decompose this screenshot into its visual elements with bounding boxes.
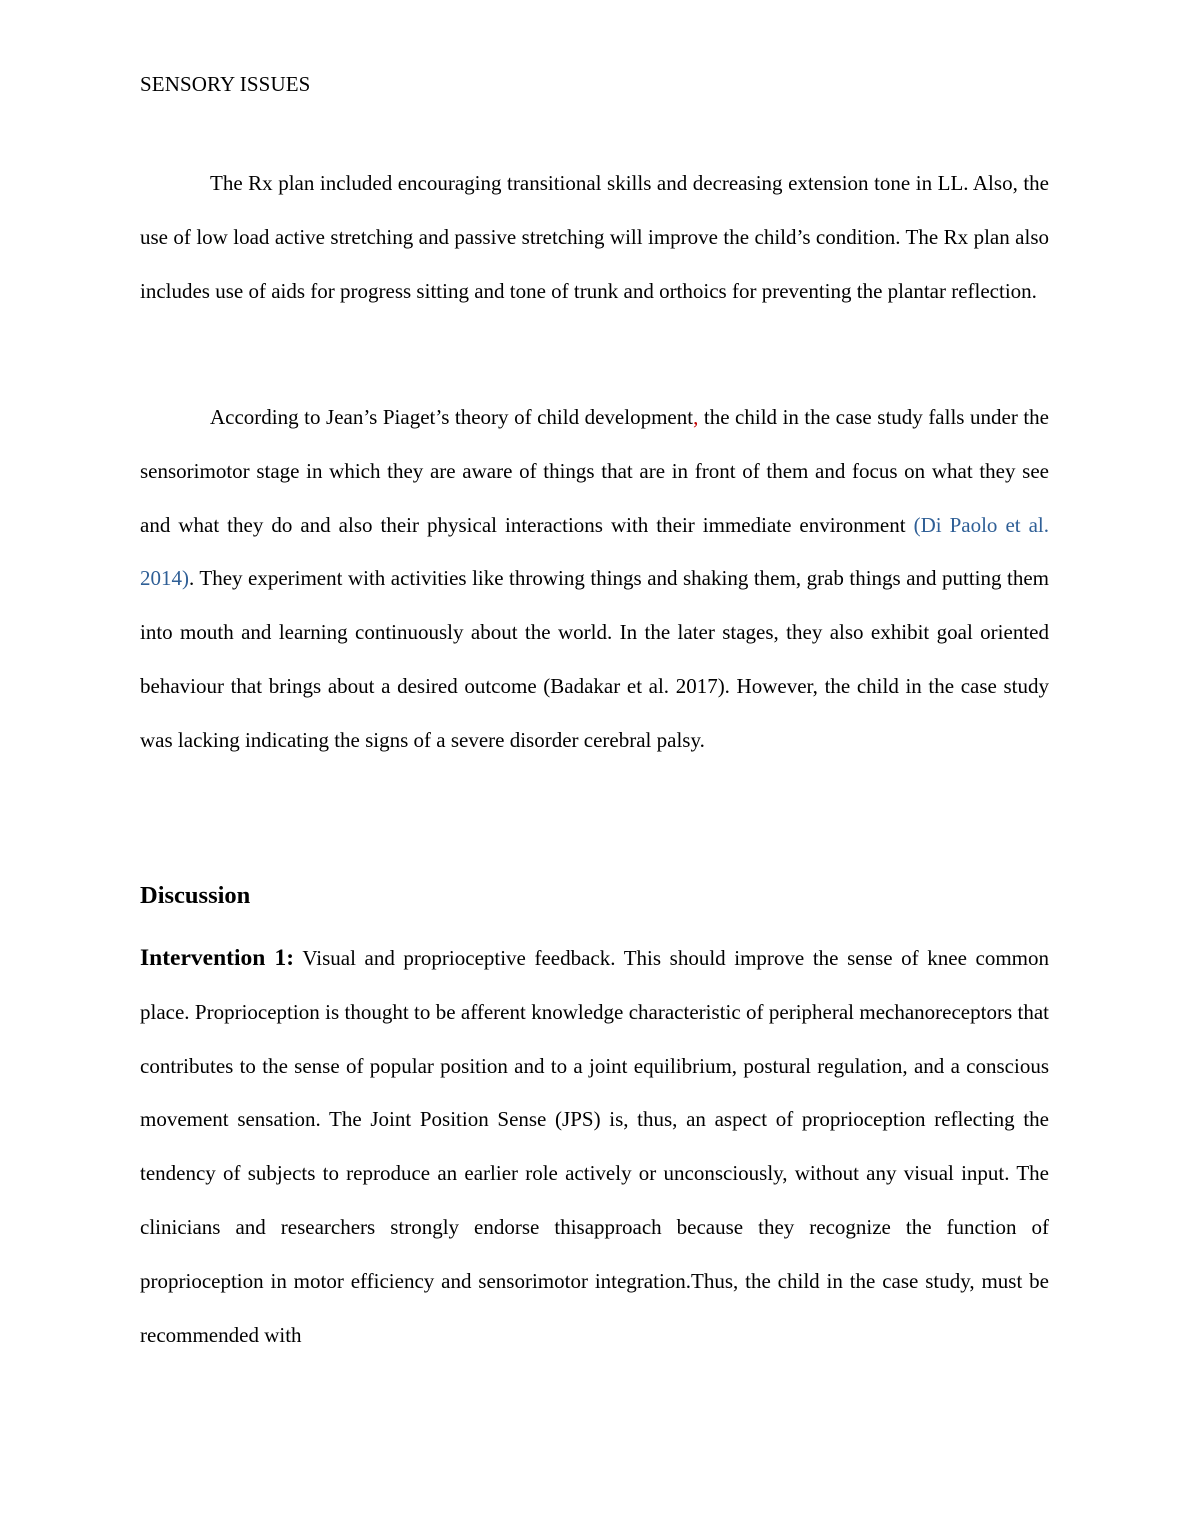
discussion-heading: Discussion (140, 882, 251, 909)
paragraph-intervention-1 (140, 932, 1049, 1362)
paragraph-piaget-theory (140, 391, 1049, 768)
paragraph-piaget-text-1: According to Jean’s Piaget’s theory of child development (210, 405, 694, 429)
paragraph-rx-plan: The Rx plan included encouraging transitional skills and decreasing extension tone in LL. Also, the use of low load active stretching and passive stretching will improve the child’s condition. The Rx plan also includes use of aids for progress sitting and tone of trunk and orthoics for preventing the plantar reflection. (140, 171, 1049, 303)
intervention-1-label: Intervention 1: (140, 945, 295, 971)
citation-di-paolo: (Di Paolo et al. 2014) (140, 512, 1050, 591)
paragraph-piaget-text-2: the child in the case study falls under the sensorimotor stage in which they are aware of things that are in front of them and focus on what they see and what they do and also their physical interactions with their immediate environment (140, 405, 1049, 537)
intervention-1-text: Visual and proprioceptive feedback. This should improve the sense of knee common place. Proprioception is thought to be afferent knowledge characteristic of peripheral mechanoreceptors that contributes to the sense of popular position and to a joint equilibrium, postural regulation, and a conscious movement sensation. The Joint Position Sense (JPS) is, thus, an aspect of proprioception reflecting the tendency of subjects to reproduce an earlier role actively or unconsciously, without any visual input. The clinicians and researchers strongly endorse thisapproach because they recognize the function of proprioception in motor efficiency and sensorimotor integration.Thus, the child in the case study, must be recommended with (140, 946, 1049, 1347)
flagged-comma: , (693, 405, 699, 429)
paragraph-piaget-text-3: . They experiment with activities like throwing things and shaking them, grab things and putting them into mouth and learning continuously about the world. In the later stages, they also exhibit goal oriented behaviour that brings about a desired outcome (Badakar et al. 2017). However, the child in the case study was lacking indicating the signs of a severe disorder cerebral palsy. (140, 566, 1049, 752)
running-head: SENSORY ISSUES (140, 72, 311, 96)
